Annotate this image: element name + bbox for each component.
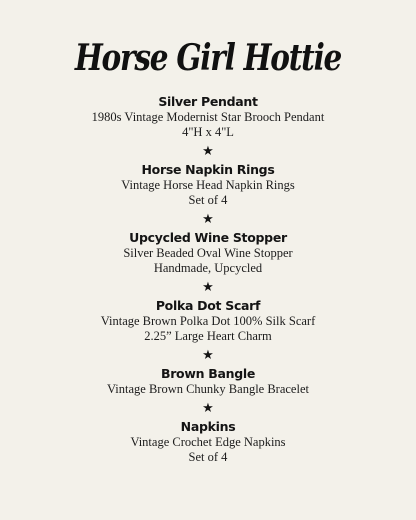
item-description: Vintage Horse Head Napkin Rings xyxy=(121,178,295,192)
star-icon: ★ xyxy=(202,401,214,416)
item-detail: Set of 4 xyxy=(188,193,228,207)
item-name: Napkins xyxy=(180,419,236,434)
item-detail: 2.25” Large Heart Charm xyxy=(144,329,272,343)
item-detail: Handmade, Upcycled xyxy=(153,261,263,275)
item-description: Silver Beaded Oval Wine Stopper xyxy=(123,246,293,260)
list-item xyxy=(0,419,416,465)
star-icon: ★ xyxy=(202,280,214,295)
item-list xyxy=(0,94,416,465)
list-item xyxy=(0,298,416,344)
list-item xyxy=(0,230,416,276)
list-item xyxy=(0,94,416,140)
item-name: Silver Pendant xyxy=(158,94,258,109)
item-detail: Set of 4 xyxy=(188,450,228,464)
star-icon: ★ xyxy=(202,348,214,363)
item-description: Vintage Brown Chunky Bangle Bracelet xyxy=(107,382,309,396)
item-description: 1980s Vintage Modernist Star Brooch Pendant xyxy=(91,110,325,124)
item-name: Polka Dot Scarf xyxy=(155,298,261,313)
item-name: Horse Napkin Rings xyxy=(141,162,275,177)
star-icon: ★ xyxy=(202,144,214,159)
item-detail: 4"H x 4"L xyxy=(182,125,234,139)
page-title: Horse Girl Hottie xyxy=(74,37,342,79)
star-icon: ★ xyxy=(202,212,214,227)
list-item xyxy=(0,162,416,208)
list-item xyxy=(0,366,416,397)
item-name: Brown Bangle xyxy=(160,366,256,381)
item-description: Vintage Brown Polka Dot 100% Silk Scarf xyxy=(100,314,316,328)
item-name: Upcycled Wine Stopper xyxy=(129,230,287,245)
item-description: Vintage Crochet Edge Napkins xyxy=(130,435,286,449)
